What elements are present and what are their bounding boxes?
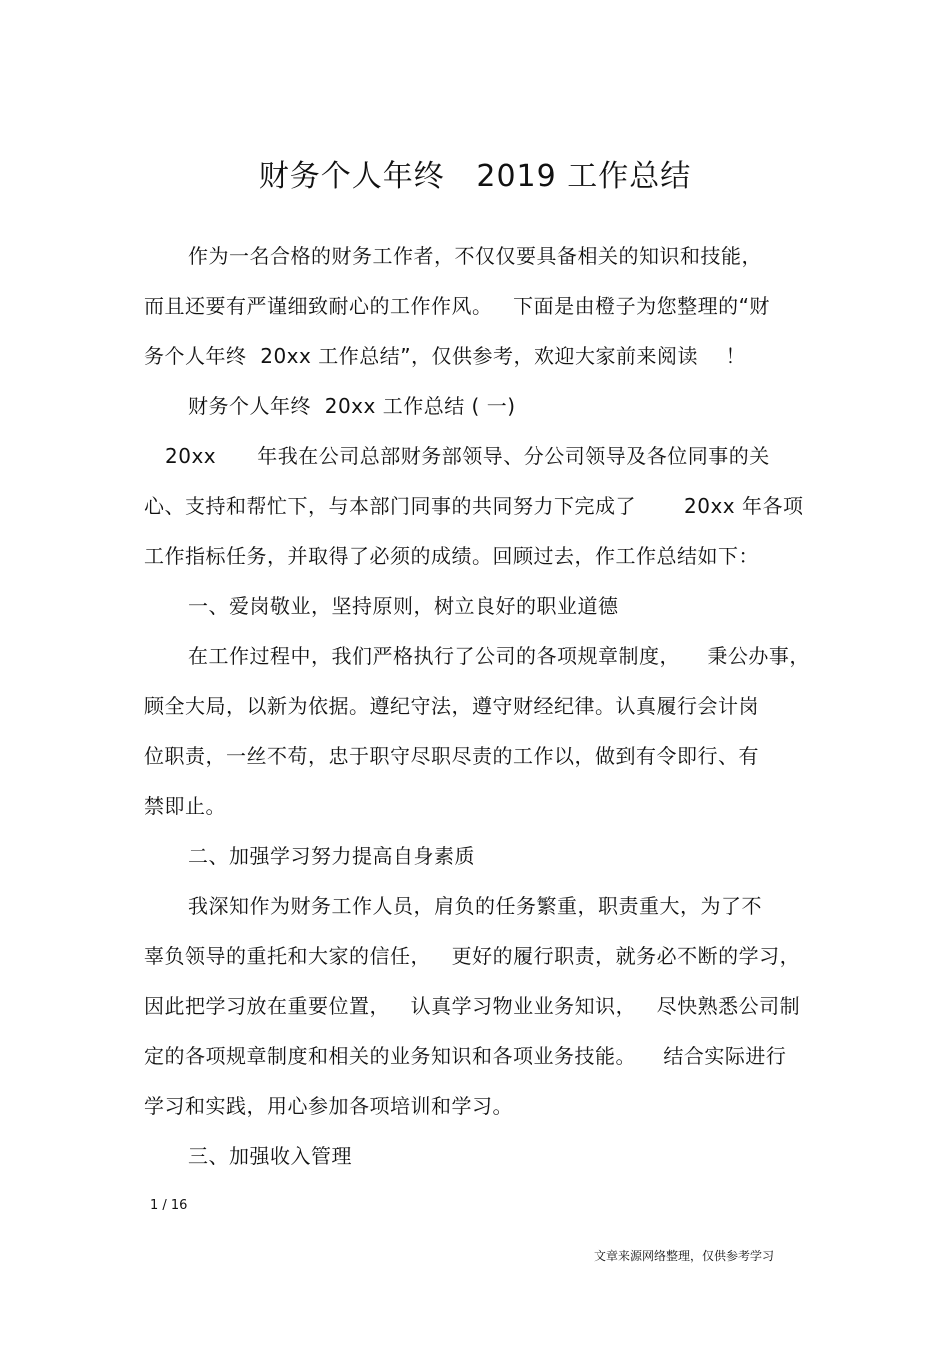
section-heading: 二、加强学习努力提高自身素质 (188, 844, 475, 868)
paragraph-line: 在工作过程中，我们严格执行了公司的各项规章制度， 秉公办事， (188, 644, 810, 668)
paragraph-line: 心、支持和帮忙下，与本部门同事的共同努力下完成了 20xx 年各项 (144, 494, 804, 518)
paragraph-line: 顾全大局，以新为依据。遵纪守法，遵守财经纪律。认真履行会计岗 (144, 694, 759, 718)
footer-note: 文章来源网络整理，仅供参考学习 (594, 1249, 775, 1263)
section-subtitle: 财务个人年终 20xx 工作总结 ( 一) (188, 394, 516, 418)
section-heading: 一、爱岗敬业，坚持原则，树立良好的职业道德 (188, 594, 619, 618)
paragraph-line: 定的各项规章制度和相关的业务知识和各项业务技能。 结合实际进行 (144, 1044, 787, 1068)
paragraph-line: 因此把学习放在重要位置， 认真学习物业业务知识， 尽快熟悉公司制 (144, 994, 801, 1018)
page-number: 1 / 16 (150, 1198, 188, 1213)
paragraph-line: 位职责，一丝不苟，忠于职守尽职尽责的工作以，做到有令即行、有 (144, 744, 759, 768)
paragraph-line: 20xx 年我在公司总部财务部领导、分公司领导及各位同事的关 (165, 444, 770, 468)
section-heading: 三、加强收入管理 (188, 1144, 352, 1168)
paragraph-line: 工作指标任务，并取得了必须的成绩。回顾过去，作工作总结如下： (144, 544, 759, 568)
paragraph-line: 禁即止。 (144, 794, 226, 818)
paragraph-line: 学习和实践，用心参加各项培训和学习。 (144, 1094, 513, 1118)
paragraph-line: 辜负领导的重托和大家的信任， 更好的履行职责，就务必不断的学习， (144, 944, 801, 968)
paragraph-line: 而且还要有严谨细致耐心的工作作风。 下面是由橙子为您整理的“财 (144, 294, 770, 318)
document-title: 财务个人年终 2019 工作总结 (258, 159, 692, 194)
paragraph-line: 作为一名合格的财务工作者，不仅仅要具备相关的知识和技能， (188, 244, 762, 268)
paragraph-line: 我深知作为财务工作人员，肩负的任务繁重，职责重大，为了不 (188, 894, 762, 918)
paragraph-line: 务个人年终 20xx 工作总结”，仅供参考，欢迎大家前来阅读 ！ (144, 344, 746, 368)
